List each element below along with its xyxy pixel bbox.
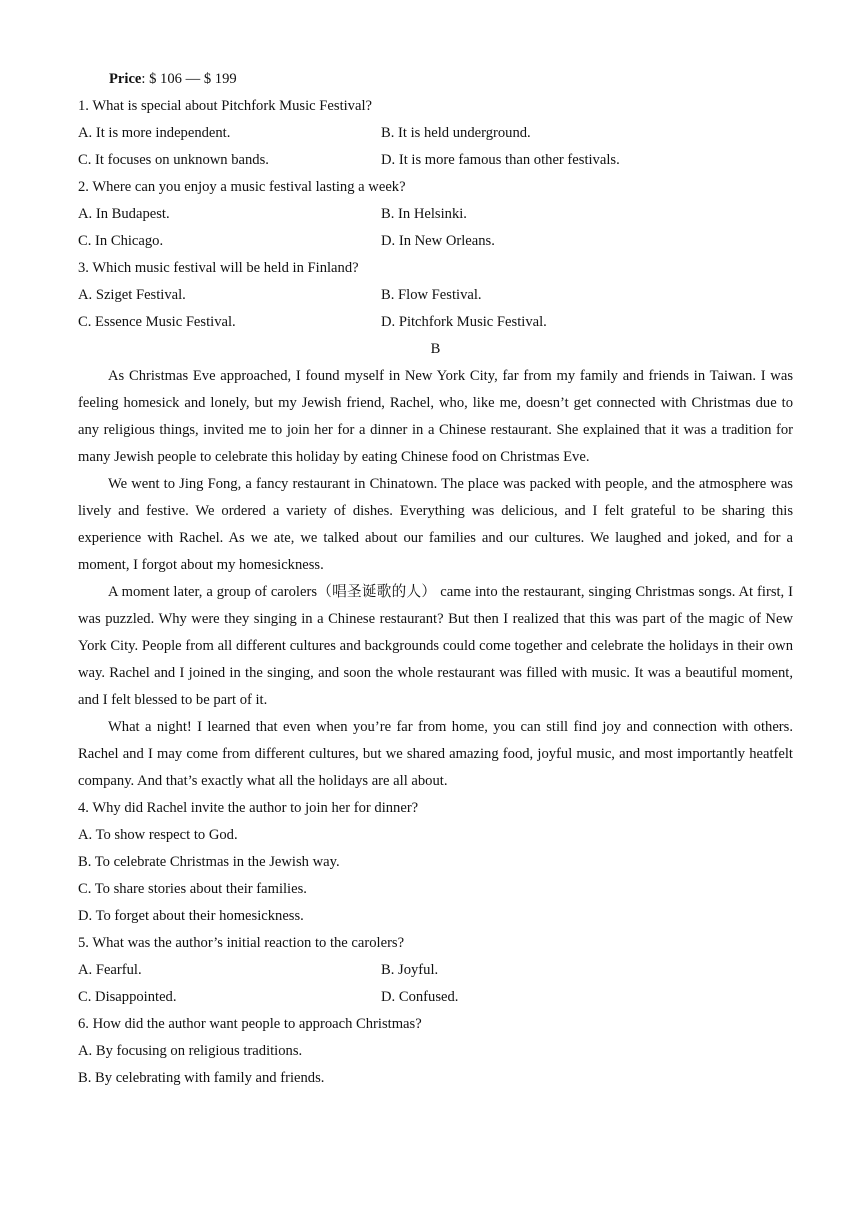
question-6-option-a: A. By focusing on religious traditions. xyxy=(78,1043,303,1059)
question-2-option-c: C. In Chicago. xyxy=(78,233,164,249)
passage-paragraph-4: What a night! I learned that even when you’re far from home, you can still find joy and connection with others. Rachel and I may come from different cultures, but we shared amazing food, joyful music, and most importantly heatfelt company. And that’s exactly what all the holidays are all about. xyxy=(78,719,793,789)
question-5-stem: 5. What was the author’s initial reaction to the carolers? xyxy=(78,935,405,951)
document-content xyxy=(78,66,793,1092)
question-4-option-d: D. To forget about their homesickness. xyxy=(78,908,304,924)
question-4-option-c: C. To share stories about their families. xyxy=(78,881,307,897)
question-4-option-a: A. To show respect to God. xyxy=(78,827,238,843)
question-1-stem: 1. What is special about Pitchfork Music Festival? xyxy=(78,98,372,114)
section-b-heading: B xyxy=(430,341,441,357)
question-2-option-b: B. In Helsinki. xyxy=(381,206,467,222)
question-6-option-b: B. By celebrating with family and friends. xyxy=(78,1070,325,1086)
passage-paragraph-2: We went to Jing Fong, a fancy restaurant in Chinatown. The place was packed with people, and the atmosphere was lively and festive. We ordered a variety of dishes. Everything was delicious, and I felt grateful to be sharing this experience with Rachel. As we ate, we talked about our families and our cultures. We laughed and joked, and for a moment, I forgot about my homesickness. xyxy=(78,476,793,573)
question-2-option-d: D. In New Orleans. xyxy=(381,233,495,249)
question-1-option-a: A. It is more independent. xyxy=(78,125,231,141)
price-value: : $ 106 — $ 199 xyxy=(141,71,237,87)
price-line xyxy=(78,66,793,93)
question-1-options-row-1 xyxy=(78,120,793,147)
question-6-stem: 6. How did the author want people to approach Christmas? xyxy=(78,1016,422,1032)
question-2-options-row-1 xyxy=(78,201,793,228)
price-label: Price xyxy=(109,71,142,87)
question-3-stem: 3. Which music festival will be held in Finland? xyxy=(78,260,359,276)
question-1-option-d: D. It is more famous than other festivals. xyxy=(381,152,620,168)
question-5-options-row-2 xyxy=(78,984,793,1011)
question-3-option-a: A. Sziget Festival. xyxy=(78,287,186,303)
question-2-stem: 2. Where can you enjoy a music festival lasting a week? xyxy=(78,179,406,195)
question-3-option-d: D. Pitchfork Music Festival. xyxy=(381,314,547,330)
question-3-option-b: B. Flow Festival. xyxy=(381,287,482,303)
passage-paragraph-1: As Christmas Eve approached, I found myself in New York City, far from my family and friends in Taiwan. I was feeling homesick and lonely, but my Jewish friend, Rachel, who, like me, doesn’t get connected with Christmas due to any religious things, invited me to join her for a dinner in a Chinese restaurant. She explained that it was a tradition for many Jewish people to celebrate this holiday by eating Chinese food on Christmas Eve. xyxy=(78,368,793,465)
question-5-option-c: C. Disappointed. xyxy=(78,989,177,1005)
question-2-option-a: A. In Budapest. xyxy=(78,206,170,222)
question-1-options-row-2 xyxy=(78,147,793,174)
passage-paragraph-3: A moment later, a group of carolers（唱圣诞歌的人） came into the restaurant, singing Christmas songs. At first, I was puzzled. Why were they singing in a Chinese restaurant? But then I realized that this was part of the magic of New York City. People from all different cultures and backgrounds could come together and celebrate the holidays in their own way. Rachel and I joined in the singing, and soon the whole restaurant was filled with music. It was a beautiful moment, and I felt blessed to be part of it. xyxy=(78,584,793,708)
question-2-options-row-2 xyxy=(78,228,793,255)
question-1-option-b: B. It is held underground. xyxy=(381,125,531,141)
question-4-stem: 4. Why did Rachel invite the author to join her for dinner? xyxy=(78,800,419,816)
question-4-option-b: B. To celebrate Christmas in the Jewish way. xyxy=(78,854,340,870)
question-3-option-c: C. Essence Music Festival. xyxy=(78,314,236,330)
question-5-option-b: B. Joyful. xyxy=(381,962,439,978)
question-5-option-d: D. Confused. xyxy=(381,989,459,1005)
question-5-options-row-1 xyxy=(78,957,793,984)
question-5-option-a: A. Fearful. xyxy=(78,962,142,978)
question-1-option-c: C. It focuses on unknown bands. xyxy=(78,152,269,168)
question-3-options-row-2 xyxy=(78,309,793,336)
question-3-options-row-1 xyxy=(78,282,793,309)
